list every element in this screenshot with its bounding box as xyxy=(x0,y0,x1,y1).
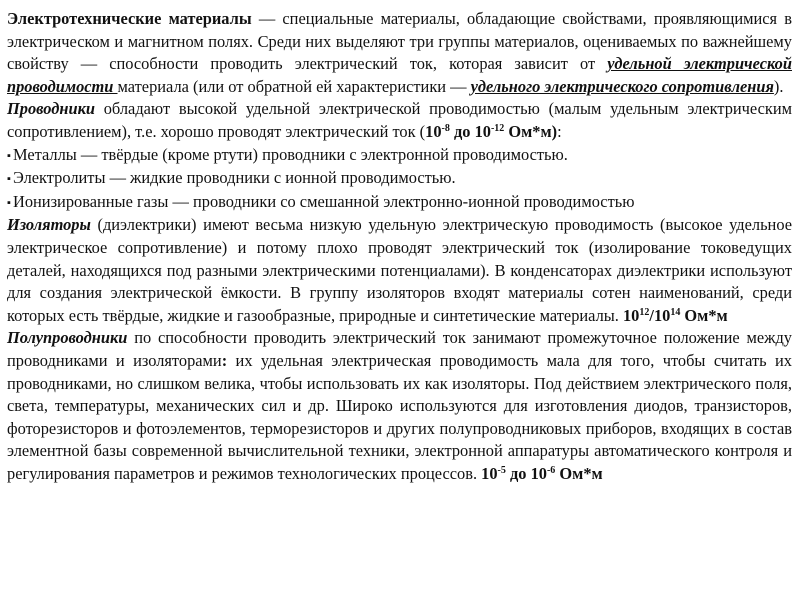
list-item-gases xyxy=(7,191,792,215)
list-item-text: Металлы — твёрдые (кроме ртути) проводники с электронной проводимостью. xyxy=(13,144,568,164)
list-item-electrolytes xyxy=(7,167,792,191)
insulators-exp-from: 12 xyxy=(639,306,650,318)
bullet-icon: ▪ xyxy=(7,173,11,186)
semiconductors-range-mid: до xyxy=(505,463,531,483)
conductivity-link[interactable]: удельной электрической проводимости xyxy=(7,54,792,96)
semiconductors-exp-to: -6 xyxy=(546,464,556,476)
intro-term: Электротехнические материалы xyxy=(7,9,252,28)
semiconductors-paragraph xyxy=(7,327,792,485)
insulators-range xyxy=(623,306,728,325)
resistivity-link[interactable]: удельного электрического сопротивления xyxy=(470,76,774,96)
insulators-paragraph xyxy=(7,214,792,327)
conductors-range-to: 10 xyxy=(474,121,491,141)
list-item-text: Электролиты — жидкие проводники с ионной проводимостью. xyxy=(13,168,456,188)
semiconductors-text-1: по способности проводить электрический ток занимают промежуточное положение между проводниками и изоляторами xyxy=(7,328,792,370)
semiconductors-range-from: 10 xyxy=(481,463,498,483)
semiconductors-colon: : xyxy=(221,350,228,370)
conductors-unit: Ом*м) xyxy=(504,121,558,141)
bullet-icon: ▪ xyxy=(7,196,11,209)
insulators-text: (диэлектрики) имеют весьма низкую удельную электрическую проводимость (высокое удельное электрическое сопротивление) и потому плохо проводят электрический ток (изолирование токоведущих деталей, находящихся под разными электрическими потенциалами). В конденсаторах диэлектрики используют для создания электрической ёмкости. В группу изоляторов входят материалы сотен наименований, среди которых есть твёрдые, жидкие и газообразные, природные и синтетические материалы. xyxy=(7,215,792,325)
intro-text-3: ). xyxy=(773,76,784,96)
conductors-exp-to: -12 xyxy=(490,122,505,134)
insulators-range-sep: / xyxy=(649,305,654,325)
semiconductors-text-2: их удельная электрическая проводимость мала для того, чтобы считать их проводниками, но слишком велика, чтобы использовать их как изоляторы. Под действием электрического поля, света, температуры, механических сил и др. Широко используются для изготовления диодов, транзисторов, фоторезисторов и фотоэлементов, терморезисторов и других полупроводниковых приборов, входящих в состав элементной базы современной вычислительной техники, электронной аппаратуры автоматического контроля и регулирования параметров и режимов технологических процессов. xyxy=(7,350,792,483)
conductors-range-mid: до xyxy=(449,121,475,141)
conductors-range-from: 10 xyxy=(425,121,442,141)
conductors-exp-from: -8 xyxy=(441,122,450,134)
conductors-paragraph xyxy=(7,98,792,143)
conductors-term: Проводники xyxy=(7,99,95,119)
insulators-range-from: 10 xyxy=(622,305,640,325)
conductors-after: : xyxy=(557,121,562,141)
conductors-text: обладают высокой удельной электрической проводимостью (малым удельным электрическим сопротивлением), т.е. хорошо проводят электрический ток ( xyxy=(7,99,792,141)
insulators-term: Изоляторы xyxy=(7,215,91,235)
insulators-unit: Ом*м xyxy=(680,305,728,325)
list-item-text: Ионизированные газы — проводники со смешанной электронно-ионной проводимостью xyxy=(13,191,635,211)
bullet-icon: ▪ xyxy=(7,149,11,162)
document-page xyxy=(7,8,792,592)
insulators-range-to: 10 xyxy=(653,305,671,325)
insulators-exp-to: 14 xyxy=(670,306,681,318)
intro-text-1: — специальные материалы, обладающие свойствами, проявляющимися в электрическом и магнитном полях. Среди них выделяют три группы материалов, оцениваемых по важнейшему свойству — способности проводить электрический ток, которая зависит от xyxy=(7,9,792,74)
intro-paragraph xyxy=(7,8,792,98)
semiconductors-range xyxy=(481,464,603,483)
intro-text-2: материала (или от обратной ей характеристики — xyxy=(117,76,471,96)
semiconductors-term: Полупроводники xyxy=(7,328,128,348)
semiconductors-range-to: 10 xyxy=(530,463,547,483)
conductors-range xyxy=(425,122,557,141)
list-item-metals xyxy=(7,144,792,168)
semiconductors-unit: Ом*м xyxy=(555,463,603,483)
semiconductors-exp-from: -5 xyxy=(497,464,506,476)
